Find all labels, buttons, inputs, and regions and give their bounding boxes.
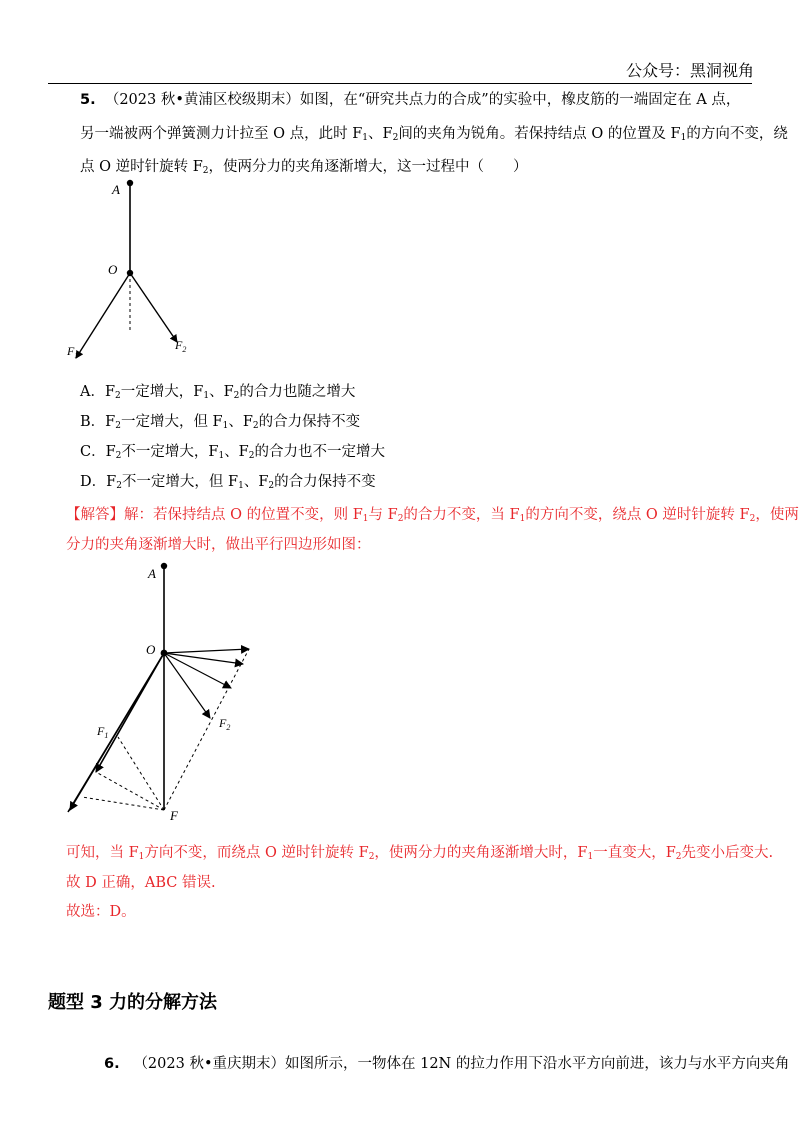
f2-vector [130, 273, 177, 342]
f2-vector [164, 653, 243, 664]
f2-vector [164, 649, 249, 653]
header-divider [48, 83, 752, 84]
conclusion-line-1: 可知，当 $F_1$方向不变，而绕点 O 逆时针旋转 $F_2$，使两分力的夹角逐渐增大时，$F_1$一直变大，$F_2$先变小后变大. [66, 845, 774, 862]
option-d[interactable]: D．$F_2$不一定增大，但 $F_1$、$F_2$的合力保持不变 [80, 474, 376, 491]
label-f2: $F_2$ [219, 716, 231, 732]
f1-vector [76, 273, 130, 358]
label-a: A [112, 182, 120, 197]
question-number: 6. [104, 1056, 120, 1072]
label-a: A [148, 566, 156, 581]
label-f2: $F_2$ [175, 338, 187, 354]
parallelogram-diagram [60, 560, 270, 825]
option-b[interactable]: B．$F_2$一定增大，但 $F_1$、$F_2$的合力保持不变 [80, 414, 361, 431]
solution-tag: 【解答】 [66, 507, 124, 523]
solution-line-1: 【解答】解：若保持结点 O 的位置不变，则 $F_1$与 $F_2$的合力不变，当 $F_1$的方向不变，绕点 O 逆时针旋转 $F_2$，使两 [66, 507, 799, 524]
conclusion-line-3: 故选：D。 [66, 904, 136, 920]
question-number: 5. [80, 92, 96, 108]
point-a-dot [127, 180, 133, 186]
option-a[interactable]: A．$F_2$一定增大，$F_1$、$F_2$的合力也随之增大 [80, 384, 356, 401]
f2-vector [164, 653, 210, 718]
section-heading: 题型 3 力的分解方法 [48, 992, 218, 1013]
question-5-line-1 [80, 86, 760, 114]
force-diagram-question [60, 178, 210, 368]
label-o: O [108, 262, 118, 277]
solution-line-2: 分力的夹角逐渐增大时，做出平行四边形如图： [66, 537, 371, 553]
f1-vector-long [70, 653, 164, 810]
point-o-dot [161, 650, 168, 657]
question-5-stem [80, 86, 760, 114]
point-a-dot [161, 563, 167, 569]
label-f1: $F_1$ [97, 724, 109, 740]
label-o: O [146, 642, 156, 657]
question-5-line-3: 点 O 逆时针旋转 $F_2$，使两分力的夹角逐渐增大，这一过程中（ ） [80, 159, 528, 176]
header-watermark: 公众号：黑洞视角 [625, 61, 754, 80]
question-source-text: （2023 秋•黄浦区校级期末）如图，在“研究共点力的合成”的实验中，橡皮筋的一端固定在 A 点， [104, 92, 741, 108]
dashed-side [96, 772, 164, 810]
option-c[interactable]: C．$F_2$不一定增大，$F_1$、$F_2$的合力也不一定增大 [80, 444, 385, 461]
conclusion-line-2: 故 D 正确，ABC 错误. [66, 875, 216, 891]
dashed-side [118, 737, 164, 810]
question-5-line-2: 另一端被两个弹簧测力计拉至 O 点，此时 $F_1$、$F_2$间的夹角为锐角。若保持结点 O 的位置及 $F_1$的方向不变，绕 [80, 126, 788, 143]
label-f: F [170, 808, 178, 823]
dashed-side [164, 649, 249, 810]
question-6-line-1: 6. （2023 秋•重庆期末）如图所示，一物体在 12N 的拉力作用下沿水平方向前进，该力与水平方向夹角 [104, 1056, 790, 1072]
label-f1: $F_1$ [67, 344, 79, 360]
